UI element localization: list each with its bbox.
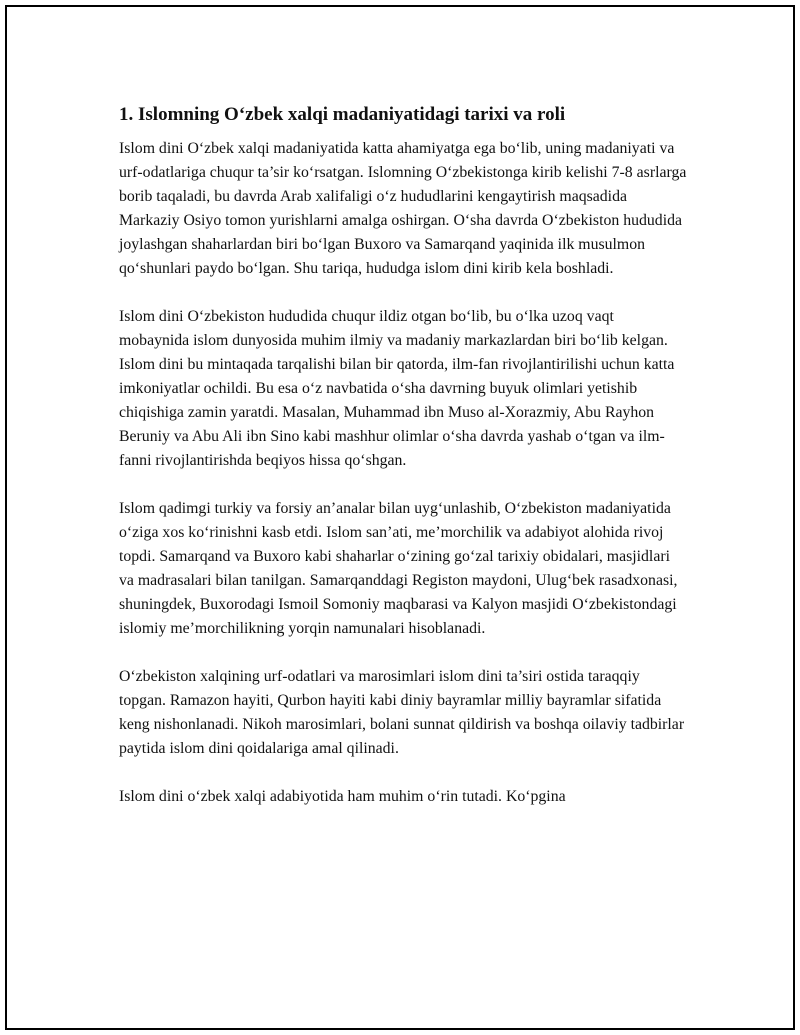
paragraph-4: O‘zbekiston xalqining urf-odatlari va marosimlari islom dini ta’siri ostida taraqqiy topgan. Ramazon hayiti, Qurbon hayiti kabi diniy bayramlar milliy bayramlar sifatida keng nishonlanadi. Nikoh marosimlari, bolani sunnat qildirish va boshqa oilaviy tadbirlar paytida islom dini qoidalariga amal qilinadi. (119, 668, 685, 757)
paragraph-1: Islom dini O‘zbek xalqi madaniyatida katta ahamiyatga ega bo‘lib, uning madaniyati va urf-odatlariga chuqur ta’sir ko‘rsatgan. Islomning O‘zbekistonga kirib kelishi 7-8 asrlarga borib taqaladi, bu davrda Arab xalifaligi o‘z hududlarini kengaytirish maqsadida Markaziy Osiyo tomon yurishlarni amalga oshirgan. O‘sha davrda O‘zbekiston hududida joylashgan shaharlardan biri bo‘lgan Buxoro va Samarqand yaqinida ilk musulmon qo‘shunlari paydo bo‘lgan. Shu tariqa, hududga islom dini kirib kela boshladi. (119, 140, 687, 277)
document-body (119, 102, 687, 833)
paragraph-5: Islom dini o‘zbek xalqi adabiyotida ham muhim o‘rin tutadi. Ko‘pgina (119, 788, 566, 805)
paragraph-2: Islom dini O‘zbekiston hududida chuqur ildiz otgan bo‘lib, bu o‘lka uzoq vaqt mobaynida islom dunyosida muhim ilmiy va madaniy markazlardan biri bo‘lib kelgan. Islom dini bu mintaqada tarqalishi bilan bir qatorda, ilm-fan rivojlantirilishi uchun katta imkoniyatlar ochildi. Bu esa o‘z navbatida o‘sha davrning buyuk olimlari yetishib chiqishiga zamin yaratdi. Masalan, Muhammad ibn Muso al-Xorazmiy, Abu Rayhon Beruniy va Abu Ali ibn Sino kabi mashhur olimlar o‘sha davrda yashab o‘tgan va ilm-fanni rivojlantirishda beqiyos hissa qo‘shgan. (119, 308, 675, 469)
page-frame (5, 5, 795, 1030)
section-heading: 1. Islomning O‘zbek xalqi madaniyatidagi tarixi va roli (119, 104, 566, 125)
paragraph-3: Islom qadimgi turkiy va forsiy an’analar bilan uyg‘unlashib, O‘zbekiston madaniyatida o‘ziga xos ko‘rinishni kasb etdi. Islom san’ati, me’morchilik va adabiyot alohida rivoj topdi. Samarqand va Buxoro kabi shaharlar o‘zining go‘zal tarixiy obidalari, masjidlari va madrasalari bilan tanilgan. Samarqanddagi Registon maydoni, Ulug‘bek rasadxonasi, shuningdek, Buxorodagi Ismoil Somoniy maqbarasi va Kalyon masjidi O‘zbekistondagi islomiy me’morchilikning yorqin namunalari hisoblanadi. (119, 500, 678, 637)
